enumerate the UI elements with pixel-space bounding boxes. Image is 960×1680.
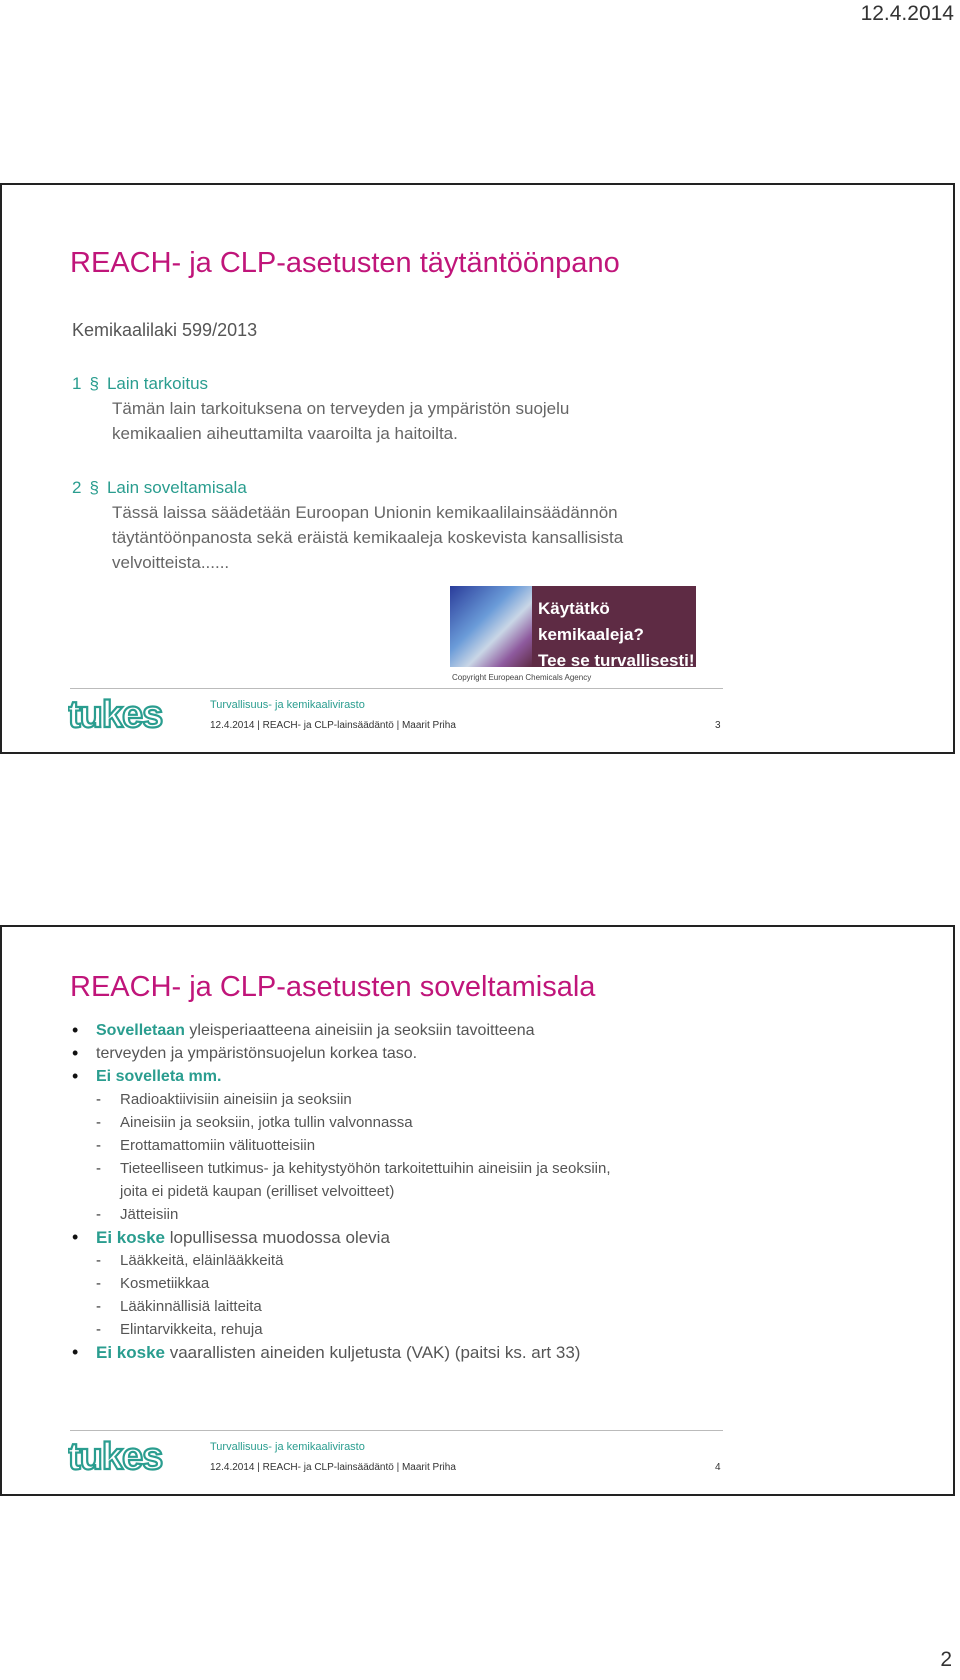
highlight-text: Ei koske — [96, 1343, 165, 1362]
paragraph-symbol: § — [89, 374, 99, 393]
highlight-text: Sovelletaan — [96, 1022, 185, 1039]
promo-line-1: Käytätkö kemikaaleja? — [538, 599, 644, 644]
sub-item: - Radioaktiivisiin aineisiin ja seoksiin — [72, 1088, 611, 1111]
logo-text: tukes — [68, 696, 163, 734]
sub-item: - Aineisiin ja seoksiin, jotka tullin valvonnassa — [72, 1111, 611, 1134]
bullet-text: vaarallisten aineiden kuljetusta (VAK) (paitsi ks. art 33) — [165, 1343, 581, 1362]
sub-item: - Jätteisiin — [72, 1203, 611, 1226]
paragraph-symbol: § — [89, 478, 99, 497]
slide-title: REACH- ja CLP-asetusten soveltamisala — [70, 971, 596, 1003]
sub-item: - Elintarvikkeita, rehuja — [72, 1318, 611, 1341]
slide-subtitle: Kemikaalilaki 599/2013 — [72, 320, 258, 340]
sub-item-continuation: joita ei pidetä kaupan (erilliset velvoitteet) — [120, 1183, 395, 1200]
section-heading: Lain soveltamisala — [106, 478, 247, 497]
footer-org: Turvallisuus- ja kemikaalivirasto — [210, 1441, 365, 1453]
footer-meta: 12.4.2014 | REACH- ja CLP-lainsäädäntö | Maarit Priha — [210, 1462, 456, 1473]
highlight-text: Ei sovelleta mm. — [96, 1068, 222, 1085]
page-number: 2 — [940, 1648, 952, 1671]
section-line: velvoitteista...... — [112, 553, 230, 572]
bullet-list — [72, 1019, 611, 1364]
section-2 — [72, 475, 623, 575]
sub-item: - Lääkkeitä, eläinlääkkeitä — [72, 1249, 611, 1272]
logo-text: tukes — [68, 1438, 163, 1476]
section-line: kemikaalien aiheuttamilta vaaroilta ja haitoilta. — [112, 424, 458, 443]
footer-divider — [70, 688, 723, 689]
slide-number: 4 — [715, 1462, 721, 1473]
promo-image — [450, 586, 696, 667]
bullet-item — [72, 1226, 611, 1249]
bullet-item — [72, 1065, 611, 1088]
tukes-logo — [68, 1438, 166, 1476]
slide-4 — [0, 925, 955, 1496]
sub-item: - Erottamattomiin välituotteisiin — [72, 1134, 611, 1157]
footer-meta: 12.4.2014 | REACH- ja CLP-lainsäädäntö | Maarit Priha — [210, 720, 456, 731]
tukes-logo — [68, 696, 166, 734]
section-heading: Lain tarkoitus — [106, 374, 209, 393]
paint-cans-photo — [450, 586, 532, 667]
sub-item: - Lääkinnällisiä laitteita — [72, 1295, 611, 1318]
promo-line-2: Tee se turvallisesti! — [538, 651, 695, 667]
bullet-text: lopullisessa muodossa olevia — [165, 1228, 390, 1247]
image-caption: Copyright European Chemicals Agency — [452, 673, 592, 682]
bullet-item — [72, 1341, 611, 1364]
section-line: täytäntöönpanosta sekä eräistä kemikaaleja koskevista kansallisista — [112, 528, 624, 547]
section-line: Tässä laissa säädetään Euroopan Unionin kemikaalilainsäädännön — [112, 503, 618, 522]
slide-3 — [0, 183, 955, 754]
highlight-text: Ei koske — [96, 1228, 165, 1247]
slide-title: REACH- ja CLP-asetusten täytäntöönpano — [70, 247, 620, 279]
slide-number: 3 — [715, 720, 721, 731]
section-1 — [72, 371, 569, 446]
bullet-continuation: • terveyden ja ympäristönsuojelun korkea taso. — [72, 1042, 611, 1065]
page-date: 12.4.2014 — [860, 2, 954, 25]
footer-org: Turvallisuus- ja kemikaalivirasto — [210, 699, 365, 711]
section-line: Tämän lain tarkoituksena on terveyden ja ympäristön suojelu — [112, 399, 570, 418]
sub-item: - Kosmetiikkaa — [72, 1272, 611, 1295]
bullet-text: yleisperiaatteena aineisiin ja seoksiin tavoitteena — [184, 1022, 535, 1039]
section-number: 1 — [72, 374, 82, 393]
sub-item: - Tieteelliseen tutkimus- ja kehitystyöhön tarkoitettuihin aineisiin ja seoksiin, — [72, 1157, 611, 1180]
bullet-item — [72, 1019, 611, 1042]
footer-divider — [70, 1430, 723, 1431]
section-number: 2 — [72, 478, 82, 497]
